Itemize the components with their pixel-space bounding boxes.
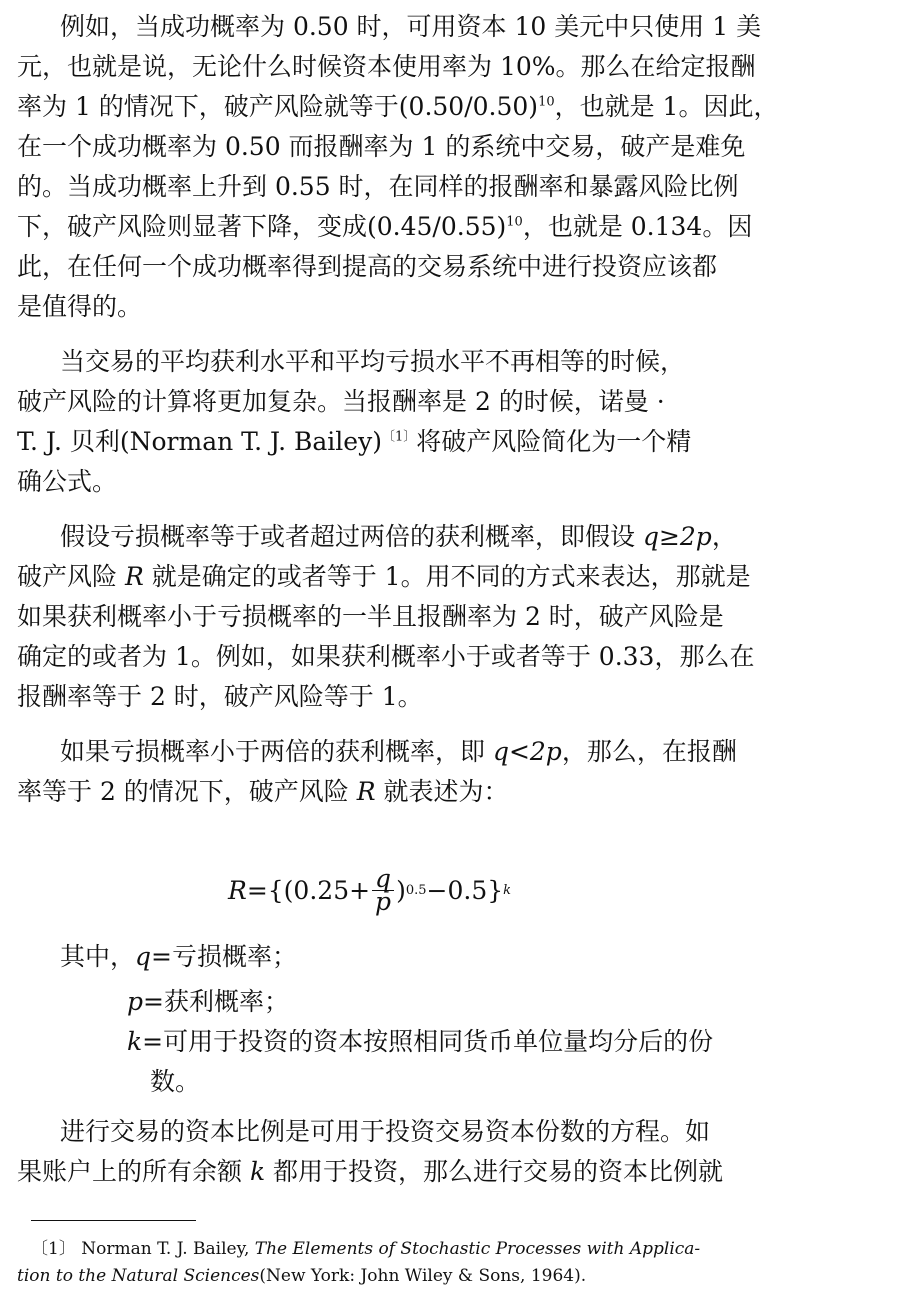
var-q: q bbox=[135, 942, 152, 971]
para2-line3 bbox=[17, 425, 767, 459]
footnote-line2 bbox=[17, 1264, 586, 1288]
para3-line1 bbox=[60, 520, 810, 554]
footnote-marker: 〔1〕 bbox=[31, 1239, 76, 1259]
para1-line1: 例如，当成功概率为 0.50 时，可用资本 10 美元中只使用 1 美 bbox=[60, 12, 762, 41]
def-p-text: =获利概率； bbox=[143, 987, 289, 1016]
inequality-q-ge-2p: q≥2p bbox=[642, 522, 712, 551]
para5-line2 bbox=[17, 1155, 767, 1189]
inequality-q-lt-2p: q<2p bbox=[492, 737, 562, 766]
var-R: R bbox=[124, 562, 144, 591]
def-k-text: =可用于投资的资本按照相同货币单位量均分后的份 bbox=[142, 1027, 714, 1056]
para4-line1 bbox=[60, 735, 810, 769]
para4-line1-text: 如果亏损概率小于两倍的获利概率，即 bbox=[60, 737, 493, 766]
def-k-continued: 数。 bbox=[150, 1067, 201, 1096]
para4-line1-tail: ，那么，在报酬 bbox=[561, 737, 737, 766]
para1-line3-tail: ，也就是 1。因此， bbox=[554, 92, 779, 121]
var-R: R bbox=[356, 777, 376, 806]
para1-line8: 是值得的。 bbox=[17, 292, 143, 321]
para3-line5: 报酬率等于 2 时，破产风险等于 1。 bbox=[17, 682, 423, 711]
footnote-ref: 〔1〕 bbox=[381, 429, 417, 445]
para1-line6 bbox=[17, 210, 767, 244]
exponent-10: 10 bbox=[506, 214, 523, 230]
para3-line2 bbox=[17, 560, 767, 594]
para2-line3-tail: 将破产风险简化为一个精 bbox=[416, 427, 692, 456]
para2-line4: 确公式。 bbox=[17, 467, 118, 496]
def-q-text: =亏损概率； bbox=[151, 942, 297, 971]
para3-line2-tail: 就是确定的或者等于 1。用不同的方式来表达，那就是 bbox=[143, 562, 751, 591]
risk-of-ruin-formula: R ={(0.25+ $\frac{q}{p}$ ) 0.5 −0.5} k bbox=[228, 864, 512, 916]
def-p bbox=[127, 985, 877, 1019]
para2-line2: 破产风险的计算将更加复杂。当报酬率是 2 的时候，诺曼 · bbox=[17, 387, 665, 416]
para1-line4: 在一个成功概率为 0.50 而报酬率为 1 的系统中交易，破产是难免 bbox=[17, 132, 746, 161]
footnote-title: The Elements of Stochastic Processes with Applica- bbox=[254, 1239, 701, 1259]
footnote-divider bbox=[31, 1220, 196, 1221]
para3-line4: 确定的或者为 1。例如，如果获利概率小于或者等于 0.33，那么在 bbox=[17, 642, 755, 671]
para3-line3: 如果获利概率小于亏损概率的一半且报酬率为 2 时，破产风险是 bbox=[17, 602, 724, 631]
para1-line3 bbox=[17, 90, 779, 124]
defs-lead: 其中， bbox=[60, 942, 136, 971]
para1-line3-text: 率为 1 的情况下，破产风险就等于(0.50/0.50) bbox=[17, 92, 539, 121]
para3-line1-tail: ， bbox=[711, 522, 737, 551]
para1-line7: 此，在任何一个成功概率得到提高的交易系统中进行投资应该都 bbox=[17, 252, 718, 281]
para3-line1-text: 假设亏损概率等于或者超过两倍的获利概率，即假设 bbox=[60, 522, 643, 551]
footnote-publisher: (New York: John Wiley & Sons, 1964). bbox=[259, 1266, 587, 1286]
para1-line5: 的。当成功概率上升到 0.55 时，在同样的报酬率和暴露风险比例 bbox=[17, 172, 739, 201]
formula-lhs: R bbox=[228, 876, 247, 905]
formula-open: ={(0.25+ bbox=[246, 876, 371, 905]
para4-line2-text: 率等于 2 的情况下，破产风险 bbox=[17, 777, 357, 806]
def-q bbox=[60, 940, 810, 974]
para4-line2 bbox=[17, 775, 767, 809]
para4-line2-tail: 就表述为： bbox=[375, 777, 509, 806]
fraction-denominator: p bbox=[375, 887, 392, 916]
var-k: k bbox=[249, 1157, 266, 1186]
footnote-line1 bbox=[31, 1237, 700, 1261]
para5-line2-tail: 都用于投资，那么进行交易的资本比例就 bbox=[265, 1157, 724, 1186]
def-k bbox=[127, 1025, 877, 1059]
para3-line2-text: 破产风险 bbox=[17, 562, 125, 591]
footnote-author: Norman T. J. Bailey, bbox=[81, 1239, 255, 1259]
para1-line6-text: 下，破产风险则显著下降，变成(0.45/0.55) bbox=[17, 212, 507, 241]
fraction-numerator: q bbox=[372, 868, 394, 891]
formula-close: −0.5} bbox=[426, 876, 504, 905]
para5-line1: 进行交易的资本比例是可用于投资交易资本份数的方程。如 bbox=[60, 1117, 711, 1146]
fraction-q-over-p bbox=[372, 864, 394, 916]
para2-line1: 当交易的平均获利水平和平均亏损水平不再相等的时候， bbox=[60, 347, 686, 376]
exponent-10: 10 bbox=[538, 94, 555, 110]
var-p: p bbox=[127, 987, 144, 1016]
footnote-title-cont: tion to the Natural Sciences bbox=[17, 1266, 260, 1286]
para2-line3-text: T. J. 贝利(Norman T. J. Bailey) bbox=[17, 427, 382, 456]
para1-line6-tail: ，也就是 0.134。因 bbox=[522, 212, 753, 241]
var-k: k bbox=[127, 1027, 143, 1056]
para1-line2: 元，也就是说，无论什么时候资本使用率为 10%。那么在给定报酬 bbox=[17, 52, 756, 81]
para5-line2-text: 果账户上的所有余额 bbox=[17, 1157, 250, 1186]
